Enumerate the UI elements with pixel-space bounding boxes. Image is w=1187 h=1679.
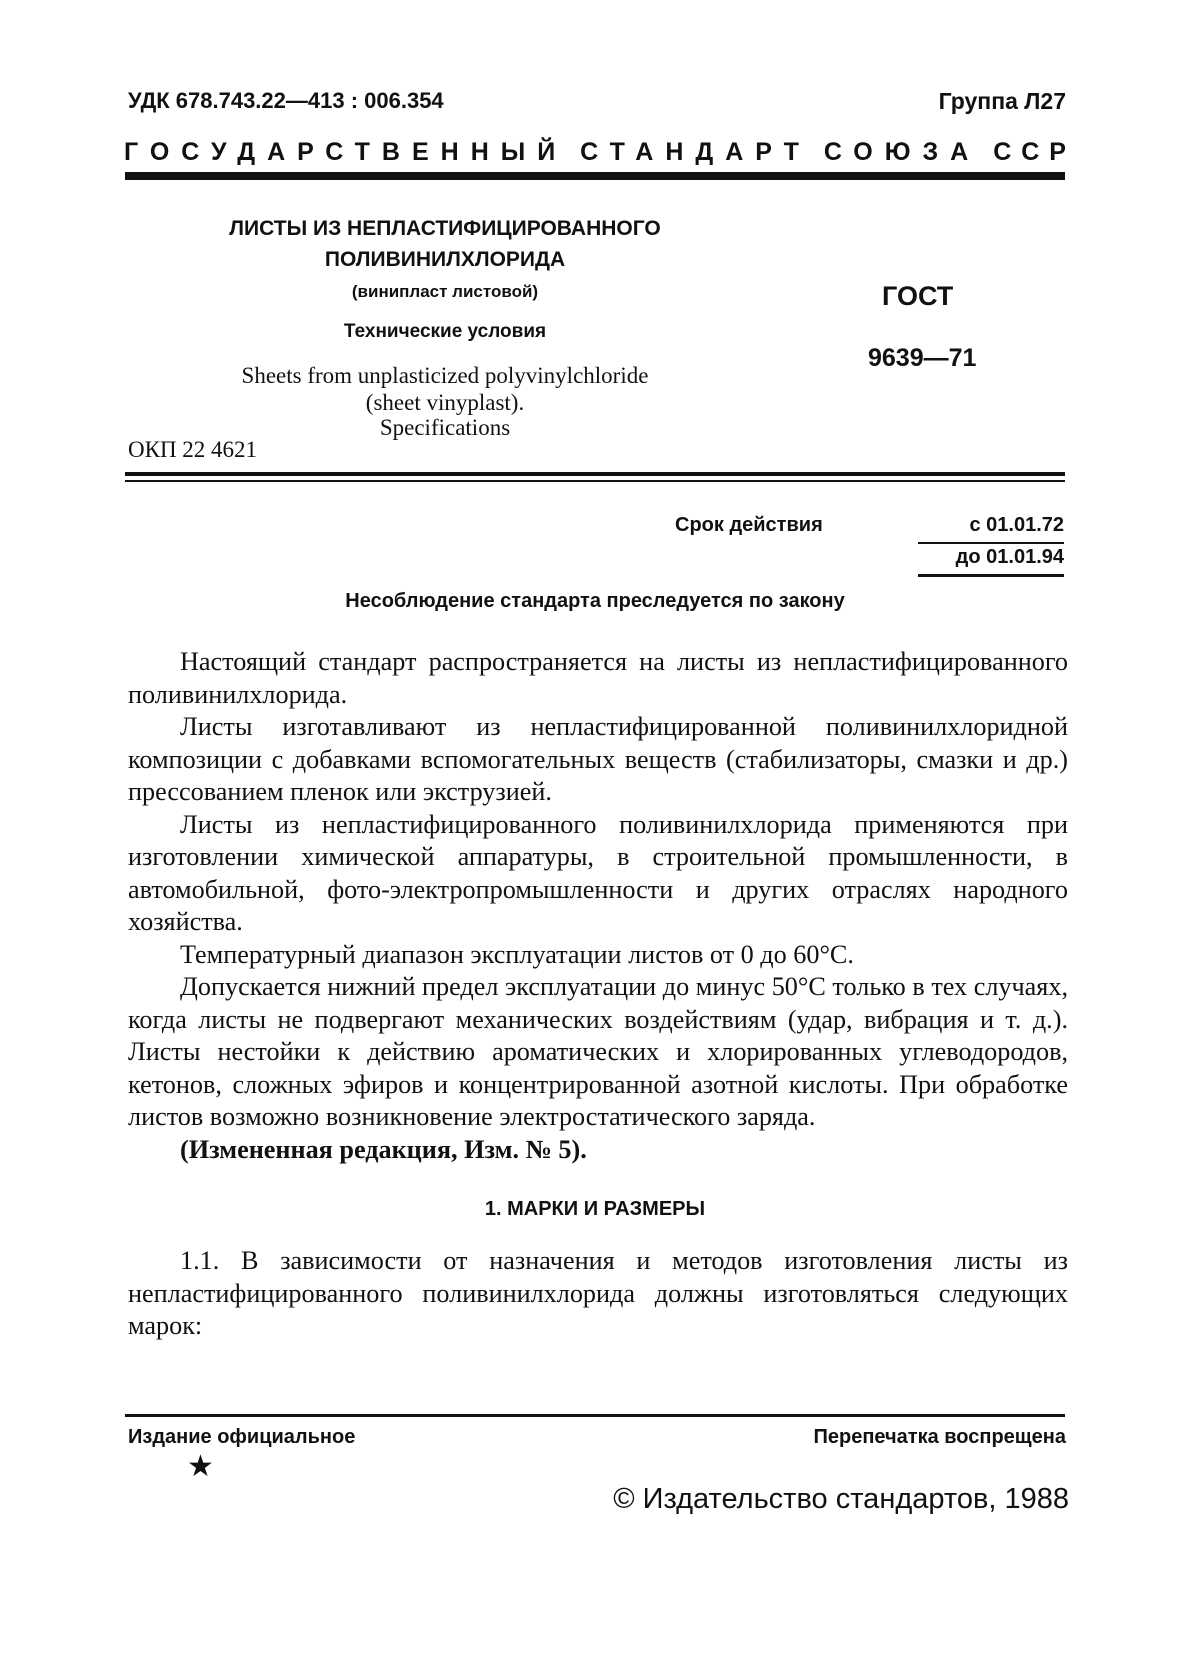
amendment-note: (Измененная редакция, Изм. № 5). xyxy=(180,1134,587,1164)
validity-dates xyxy=(918,512,1064,577)
section-heading: 1. МАРКИ И РАЗМЕРЫ xyxy=(484,1198,706,1220)
paragraph: Настоящий стандарт распространяется на листы из непластифицированного поливинилхлорида. xyxy=(128,647,1068,709)
title-english-line-2: (sheet vinyplast). xyxy=(365,390,525,415)
paragraph: Листы изготавливают из непластифицированной поливинилхлоридной композиции с добавками вспомогательных веществ (стабилизаторы, смазки и др.) прессованием пленок или экструзией. xyxy=(128,712,1068,806)
section-text xyxy=(128,1245,1068,1343)
footer-divider xyxy=(125,1414,1065,1417)
title-line-2: ПОЛИВИНИЛХЛОРИДА xyxy=(324,248,566,271)
validity-from: с 01.01.72 xyxy=(918,512,1064,544)
legal-warning: Несоблюдение стандарта преследуется по закону xyxy=(345,590,845,612)
intro-text xyxy=(128,646,1068,1166)
title-technical-conditions: Технические условия xyxy=(343,321,547,342)
title-english-line-1: Sheets from unplasticized polyvinylchloride xyxy=(241,363,649,388)
state-standard-word: ССР xyxy=(993,138,1076,166)
title-divider-bottom xyxy=(125,480,1065,482)
group-code: Группа Л27 xyxy=(938,88,1066,114)
star-icon: ★ xyxy=(187,1450,214,1483)
okp-code: ОКП 22 4621 xyxy=(128,437,258,462)
paragraph: Температурный диапазон эксплуатации листов от 0 до 60°С. xyxy=(180,939,854,969)
paragraph: Листы из непластифицированного поливинилхлорида применяются при изготовлении химической аппаратуры, в строительной промышленности, в автомобильной, фото-электропромышленности и других отраслях народного хозяйства. xyxy=(128,809,1068,936)
official-edition: Издание официальное xyxy=(128,1426,356,1448)
state-standard-word: ГОСУДАРСТВЕННЫЙ xyxy=(124,138,568,166)
gost-label: ГОСТ xyxy=(882,281,954,311)
paragraph: Допускается нижний предел эксплуатации до минус 50°С только в тех случаях, когда листы не подвергают механических воздействиям (удар, вибрация и т. д.). Листы нестойки к действию ароматических и хлорированных углеводородов, кетонов, сложных эфиров и концентрированной азотной кислоты. При обработке листов возможно возникновение электростатического заряда. xyxy=(128,972,1068,1131)
validity-label: Срок действия xyxy=(675,514,823,536)
title-subtitle: (винипласт листовой) xyxy=(351,282,539,301)
title-divider-top xyxy=(125,472,1065,476)
state-standard-word: СОЮЗА xyxy=(823,138,981,166)
header-divider xyxy=(125,172,1065,180)
copyright: © Издательство стандартов, 1988 xyxy=(613,1483,1069,1515)
paragraph: 1.1. В зависимости от назначения и методов изготовления листы из непластифицированного поливинилхлорида должны изготовляться следующих марок: xyxy=(128,1246,1068,1340)
state-standard-word: СТАНДАРТ xyxy=(580,138,811,166)
state-standard-banner xyxy=(124,138,1076,167)
validity-to: до 01.01.94 xyxy=(918,544,1064,577)
gost-number: 9639—71 xyxy=(868,344,977,372)
title-line-1: ЛИСТЫ ИЗ НЕПЛАСТИФИЦИРОВАННОГО xyxy=(229,217,661,240)
title-english-line-3: Specifications xyxy=(379,415,511,440)
udk-code: УДК 678.743.22—413 : 006.354 xyxy=(128,88,444,113)
reprint-notice: Перепечатка воспрещена xyxy=(813,1426,1066,1448)
